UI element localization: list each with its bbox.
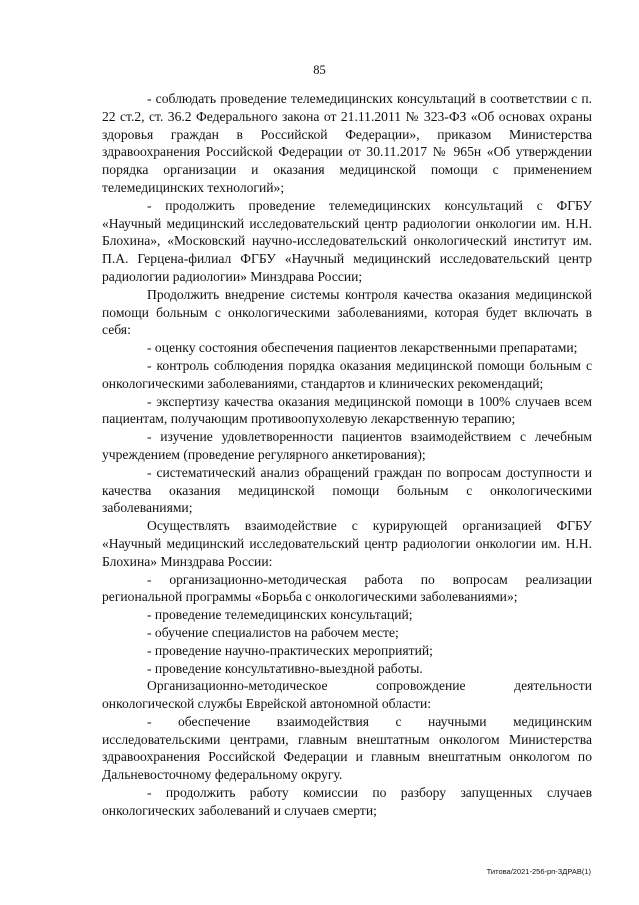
paragraph: - оценку состояния обеспечения пациентов лекарственными препаратами; [147, 340, 578, 356]
document-body [102, 90, 592, 820]
page-number: 85 [313, 63, 326, 77]
paragraph: - систематический анализ обращений граждан по вопросам доступности и качества оказания медицинской помощи больным с онкологическими заболеваниями; [102, 464, 592, 516]
paragraph: - обеспечение взаимодействия с научными медицинским исследовательскими центрами, главным внештатным онкологом Министерства здравоохранения Российской Федерации и главным внештатным онкологом по Дальневосточному федеральному округу. [102, 713, 592, 783]
paragraph: Организационно-методическое сопровождение деятельности онкологической службы Еврейской автономной области: [102, 678, 592, 712]
paragraph: - проведение консультативно-выездной работы. [147, 660, 423, 676]
paragraph: - соблюдать проведение телемедицинских консультаций в соответствии с п. 22 ст.2, ст. 36.2 Федерального закона от 21.11.2011 № 323-ФЗ «Об основах охраны здоровья граждан в Российской Федерации», приказом Министерства здравоохранения Российской Федерации от 30.11.2017 № 965н «Об утверждении порядка организации и оказания медицинской помощи с применением телемедицинских технологий»; [102, 91, 592, 195]
paragraph: - обучение специалистов на рабочем месте; [147, 624, 399, 640]
footer-reference: Титова/2021-256-рп-ЗДРАВ(1) [486, 867, 591, 876]
paragraph: - экспертизу качества оказания медицинской помощи в 100% случаев всем пациентам, получающим противоопухолевую лекарственную терапию; [102, 393, 592, 427]
paragraph: - продолжить проведение телемедицинских консультаций с ФГБУ «Научный медицинский исследовательский центр радиологии онкологии им. Н.Н. Блохина», «Московский научно-исследовательский онкологический институт им. П.А. Герцена-филиал ФГБУ «Научный медицинский исследовательский центр радиологии радиологии» Минздрава России; [102, 197, 592, 284]
paragraph: Осуществлять взаимодействие с курирующей организацией ФГБУ «Научный медицинский исследовательский центр радиологии онкологии им. Н.Н. Блохина» Минздрава России: [102, 518, 592, 569]
paragraph: Продолжить внедрение системы контроля качества оказания медицинской помощи больным с онкологическими заболеваниями, которая будет включать в себя: [102, 286, 592, 338]
paragraph: - проведение телемедицинских консультаций; [147, 607, 413, 623]
paragraph: - контроль соблюдения порядка оказания медицинской помощи больным с онкологическими заболеваниями, стандартов и клинических рекомендаций; [102, 357, 592, 391]
paragraph: - продолжить работу комиссии по разбору запущенных случаев онкологических заболеваний и случаев смерти; [102, 785, 592, 818]
paragraph: - организационно-методическая работа по вопросам реализации региональной программы «Борьба с онкологическими заболеваниями»; [102, 571, 592, 605]
paragraph: - изучение удовлетворенности пациентов взаимодействием с лечебным учреждением (проведение регулярного анкетирования); [102, 429, 592, 462]
paragraph: - проведение научно-практических мероприятий; [147, 642, 433, 658]
